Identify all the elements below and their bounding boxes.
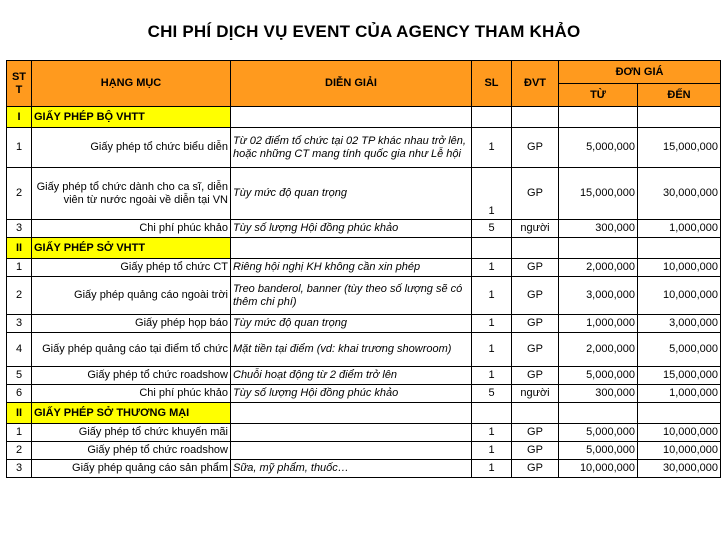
row-den: 1,000,000: [638, 385, 721, 403]
row-sl: 1: [472, 424, 512, 442]
section-empty-cell: [512, 238, 559, 259]
row-dien-giai: Mặt tiền tại điểm (vd: khai trương showroom): [231, 333, 472, 367]
row-sl: 1: [472, 442, 512, 460]
row-dien-giai: Tùy số lượng Hội đồng phúc khảo: [231, 385, 472, 403]
row-tu: 5,000,000: [559, 424, 638, 442]
row-tu: 5,000,000: [559, 367, 638, 385]
section-title: GIẤY PHÉP BỘ VHTT: [32, 107, 231, 128]
header-hang-muc: HẠNG MỤC: [32, 61, 231, 107]
row-stt: 2: [7, 277, 32, 315]
row-tu: 2,000,000: [559, 259, 638, 277]
header-tu: TỪ: [559, 84, 638, 107]
row-dien-giai: Sữa, mỹ phẩm, thuốc…: [231, 460, 472, 478]
row-den: 1,000,000: [638, 220, 721, 238]
row-stt: 3: [7, 460, 32, 478]
row-dvt: GP: [512, 367, 559, 385]
row-sl: 1: [472, 367, 512, 385]
row-sl: 1: [472, 460, 512, 478]
row-tu: 300,000: [559, 385, 638, 403]
row-dien-giai: Từ 02 điểm tổ chức tại 02 TP khác nhau trở lên, hoặc những CT mang tính quốc gia như Lễ hội: [231, 128, 472, 168]
row-tu: 15,000,000: [559, 168, 638, 220]
row-stt: 4: [7, 333, 32, 367]
row-stt: 3: [7, 315, 32, 333]
table-row: [7, 259, 721, 277]
row-den: 30,000,000: [638, 168, 721, 220]
section-empty-cell: [559, 403, 638, 424]
row-sl: 1: [472, 277, 512, 315]
row-den: 15,000,000: [638, 367, 721, 385]
header-stt: ST T: [7, 61, 32, 107]
row-sl: 1: [472, 259, 512, 277]
row-stt: 3: [7, 220, 32, 238]
section-empty-cell: [231, 403, 472, 424]
row-den: 10,000,000: [638, 442, 721, 460]
row-dvt: GP: [512, 333, 559, 367]
row-den: 10,000,000: [638, 259, 721, 277]
row-dien-giai: Riêng hội nghị KH không cần xin phép: [231, 259, 472, 277]
row-stt: 2: [7, 168, 32, 220]
row-sl: 5: [472, 220, 512, 238]
row-tu: 5,000,000: [559, 128, 638, 168]
table-row: [7, 460, 721, 478]
section-number: I: [7, 107, 32, 128]
section-row: [7, 107, 721, 128]
section-empty-cell: [638, 107, 721, 128]
row-den: 5,000,000: [638, 333, 721, 367]
row-sl: 1: [472, 168, 512, 220]
row-den: 3,000,000: [638, 315, 721, 333]
row-hang-muc: Giấy phép tổ chức dành cho ca sĩ, diễn viên từ nước ngoài về diễn tại VN: [32, 168, 231, 220]
section-title: GIẤY PHÉP SỞ VHTT: [32, 238, 231, 259]
header-dien-giai: DIỄN GIẢI: [231, 61, 472, 107]
table-row: [7, 315, 721, 333]
row-dien-giai: Treo banderol, banner (tùy theo số lượng sẽ có thêm chi phí): [231, 277, 472, 315]
section-empty-cell: [472, 107, 512, 128]
row-hang-muc: Giấy phép tổ chức CT: [32, 259, 231, 277]
table-body: [7, 107, 721, 478]
row-dvt: GP: [512, 277, 559, 315]
section-empty-cell: [638, 238, 721, 259]
row-dien-giai: [231, 442, 472, 460]
row-tu: 2,000,000: [559, 333, 638, 367]
row-hang-muc: Giấy phép tổ chức roadshow: [32, 442, 231, 460]
row-hang-muc: Chi phí phúc khảo: [32, 385, 231, 403]
row-dien-giai: [231, 424, 472, 442]
row-tu: 3,000,000: [559, 277, 638, 315]
row-dvt: GP: [512, 315, 559, 333]
row-stt: 1: [7, 424, 32, 442]
row-stt: 6: [7, 385, 32, 403]
row-hang-muc: Giấy phép quảng cáo sản phẩm: [32, 460, 231, 478]
section-empty-cell: [231, 107, 472, 128]
row-dvt: GP: [512, 424, 559, 442]
row-sl: 1: [472, 128, 512, 168]
header-den: ĐẾN: [638, 84, 721, 107]
row-hang-muc: Chi phí phúc khảo: [32, 220, 231, 238]
row-stt: 1: [7, 128, 32, 168]
row-tu: 5,000,000: [559, 442, 638, 460]
row-tu: 10,000,000: [559, 460, 638, 478]
row-dvt: GP: [512, 442, 559, 460]
header-don-gia: ĐƠN GIÁ: [559, 61, 721, 84]
row-stt: 5: [7, 367, 32, 385]
row-dvt: GP: [512, 128, 559, 168]
section-row: [7, 238, 721, 259]
page-title: CHI PHÍ DỊCH VỤ EVENT CỦA AGENCY THAM KHẢO: [147, 22, 581, 41]
section-empty-cell: [472, 238, 512, 259]
row-sl: 1: [472, 333, 512, 367]
row-hang-muc: Giấy phép quảng cáo tại điểm tổ chức: [32, 333, 231, 367]
cost-table: [6, 60, 721, 478]
table-row: [7, 442, 721, 460]
row-sl: 1: [472, 315, 512, 333]
section-title: GIẤY PHÉP SỞ THƯƠNG MẠI: [32, 403, 231, 424]
table-row: [7, 168, 721, 220]
row-stt: 2: [7, 442, 32, 460]
row-dien-giai: Chuỗi hoạt động từ 2 điểm trở lên: [231, 367, 472, 385]
table-row: [7, 128, 721, 168]
section-number: II: [7, 238, 32, 259]
section-number: II: [7, 403, 32, 424]
header-sl: SL: [472, 61, 512, 107]
table-row: [7, 277, 721, 315]
row-den: 10,000,000: [638, 424, 721, 442]
row-hang-muc: Giấy phép họp báo: [32, 315, 231, 333]
table-row: [7, 424, 721, 442]
section-empty-cell: [559, 238, 638, 259]
row-den: 10,000,000: [638, 277, 721, 315]
row-den: 15,000,000: [638, 128, 721, 168]
row-dien-giai: Tùy mức độ quan trọng: [231, 168, 472, 220]
row-hang-muc: Giấy phép quảng cáo ngoài trời: [32, 277, 231, 315]
section-row: [7, 403, 721, 424]
row-tu: 300,000: [559, 220, 638, 238]
row-dvt: người: [512, 220, 559, 238]
row-dien-giai: Tùy mức độ quan trọng: [231, 315, 472, 333]
row-sl: 5: [472, 385, 512, 403]
section-empty-cell: [472, 403, 512, 424]
table-row: [7, 220, 721, 238]
table-row: [7, 367, 721, 385]
section-empty-cell: [559, 107, 638, 128]
header-dvt: ĐVT: [512, 61, 559, 107]
table-row: [7, 385, 721, 403]
row-dvt: GP: [512, 259, 559, 277]
row-den: 30,000,000: [638, 460, 721, 478]
section-empty-cell: [638, 403, 721, 424]
row-hang-muc: Giấy phép tổ chức roadshow: [32, 367, 231, 385]
row-stt: 1: [7, 259, 32, 277]
row-dvt: người: [512, 385, 559, 403]
row-hang-muc: Giấy phép tổ chức khuyến mãi: [32, 424, 231, 442]
row-dvt: GP: [512, 168, 559, 220]
section-empty-cell: [231, 238, 472, 259]
row-dien-giai: Tùy số lượng Hội đồng phúc khảo: [231, 220, 472, 238]
row-tu: 1,000,000: [559, 315, 638, 333]
row-hang-muc: Giấy phép tổ chức biểu diễn: [32, 128, 231, 168]
section-empty-cell: [512, 107, 559, 128]
table-row: [7, 333, 721, 367]
section-empty-cell: [512, 403, 559, 424]
row-dvt: GP: [512, 460, 559, 478]
table-header: [7, 61, 721, 107]
